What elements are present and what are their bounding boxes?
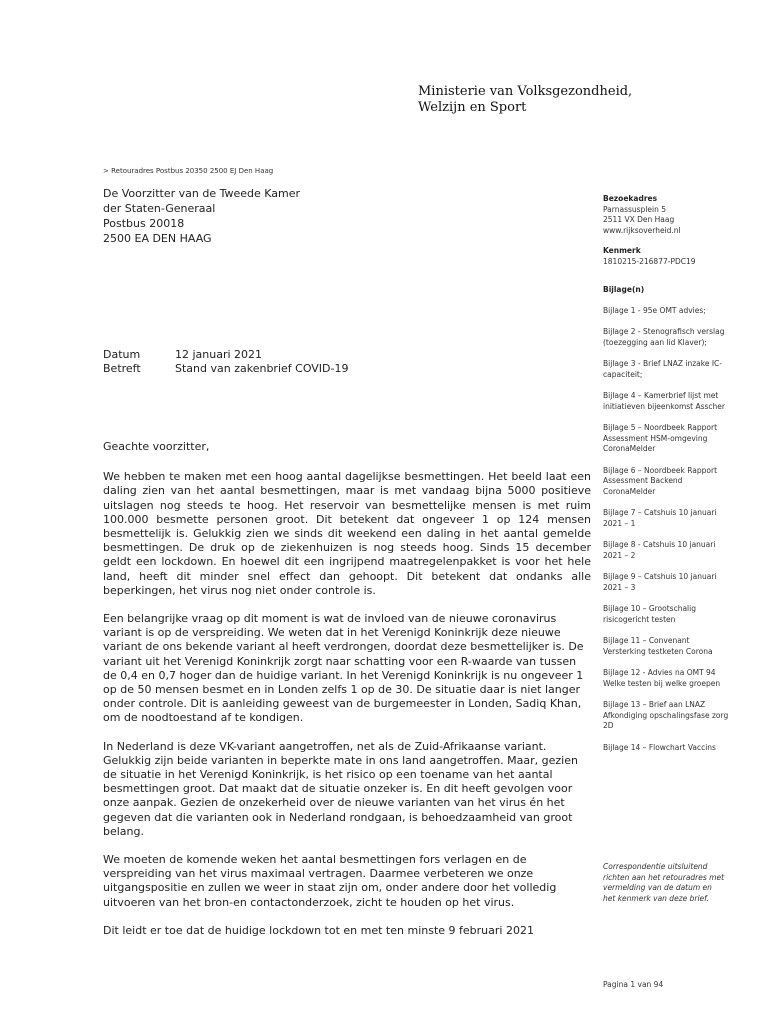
visit-line: Parnassusplein 5 [603, 204, 667, 214]
letter-meta [103, 348, 349, 376]
addressee-line: Postbus 20018 [103, 217, 185, 230]
addressee-block [103, 186, 300, 246]
letter-body [103, 440, 591, 952]
visit-heading: Bezoekadres [603, 194, 658, 203]
annex-heading: Bijlage(n) [603, 285, 645, 294]
addressee-line: De Voorzitter van de Tweede Kamer [103, 187, 301, 200]
visit-line: 2511 VX Den Haag [603, 215, 675, 224]
reference-value: 1810215-216877-PDC19 [603, 256, 696, 266]
body-paragraph: Dit leidt er toe dat de huidige lockdown tot en met ten minste 9 februari 2021 [103, 923, 534, 937]
reference-heading: Kenmerk [603, 246, 641, 255]
annex-item: Bijlage 10 – Grootschalig risicogericht testen [603, 604, 696, 624]
sidebar-column [603, 194, 733, 903]
annex-item: Bijlage 2 - Stenografisch verslag (toezegging aan lid Klaver); [603, 327, 725, 347]
annex-item: Bijlage 8 - Catshuis 10 januari 2021 – 2 [603, 540, 716, 560]
subject-value: Stand van zakenbrief COVID-19 [175, 362, 349, 375]
body-paragraph: Een belangrijke vraag op dit moment is wat de invloed van de nieuwe coronavirus variant is op de verspreiding. We weten dat in het Verenigd Koninkrijk deze nieuwe variant de ons bekende variant al heeft verdrongen, doordat deze besmettelijker is. De variant uit het Verenigd Koninkrijk zorgt naar schatting voor een R-waarde van tussen de 0,4 en 0,7 hoger dan de huidige variant. In het Verenigd Koninkrijk is nu ongeveer 1 op de 50 mensen besmet en in Londen zelfs 1 op de 30. De situatie daar is niet langer onder controle. Dit is aanleiding geweest van de burgemeester in Londen, Sadiq Khan, om de noodtoestand af te kondigen. [103, 612, 584, 725]
addressee-line: der Staten-Generaal [103, 202, 216, 215]
annex-item: Bijlage 3 - Brief LNAZ inzake IC-capaciteit; [603, 359, 722, 379]
annex-item: Bijlage 12 - Advies na OMT 94 Welke testen bij welke groepen [603, 668, 721, 688]
ministry-logo [418, 84, 632, 116]
annex-item: Bijlage 9 – Catshuis 10 januari 2021 – 3 [603, 572, 717, 592]
logo-line-1: Ministerie van Volksgezondheid, [418, 84, 633, 99]
annex-item: Bijlage 11 – Convenant Versterking testketen Corona [603, 636, 713, 656]
reference-block [603, 246, 733, 267]
annex-item: Bijlage 7 – Catshuis 10 januari 2021 – 1 [603, 508, 717, 528]
date-value: 12 januari 2021 [175, 348, 263, 361]
return-address: > Retouradres Postbus 20350 2500 EJ Den Haag [103, 167, 274, 175]
date-row [103, 348, 349, 362]
page-number: Pagina 1 van 94 [603, 980, 664, 989]
correspondence-note: Correspondentie uitsluitend richten aan het retouradres met vermelding van de datum en het kenmerk van deze brief. [603, 862, 725, 903]
body-paragraph: In Nederland is deze VK-variant aangetroffen, net als de Zuid-Afrikaanse variant. Gelukkig zijn beide varianten in beperkte mate in ons land aangetroffen. Maar, gezien de situatie in het Verenigd Koninkrijk, is het risico op een toename van het aantal besmettingen groot. Dat maakt dat de situatie onzeker is. En dit heeft gevolgen voor onze aanpak. Gezien de onzekerheid over de nieuwe varianten van het virus én het gegeven dat die varianten ook in Nederland rondgaan, is behoedzaamheid van groot belang. [103, 739, 578, 838]
visit-line: www.rijksoverheid.nl [603, 225, 681, 235]
date-label: Datum [103, 348, 141, 361]
annex-item: Bijlage 1 - 95e OMT advies; [603, 305, 706, 315]
body-paragraph: We hebben te maken met een hoog aantal dagelijkse besmettingen. Het beeld laat een daling zien van het aantal besmettingen, maar is met vandaag bijna 5000 positieve uitslagen nog steeds te hoog. Het reservoir van besmettelijke mensen is met ruim 100.000 besmette personen groot. Dit betekent dat ongeveer 1 op 124 mensen besmettelijk is. Gelukkig zien we sinds dit weekend een daling in het aantal gemelde besmettingen. De druk op de ziekenhuizen is nog steeds hoog. Sinds 15 december geldt een lockdown. En hoewel dit een ingrijpend maatregelenpakket is voor het hele land, heeft dit minder snel effect dan gehoopt. Dit betekent dat ondanks alle beperkingen, het virus nog niet onder controle is. [103, 470, 591, 597]
salutation: Geachte voorzitter, [103, 440, 210, 453]
annex-item: Bijlage 6 – Noordbeek Rapport Assessment Backend CoronaMelder [603, 465, 718, 496]
annex-item: Bijlage 14 – Flowchart Vaccins [603, 742, 716, 752]
annex-item: Bijlage 4 – Kamerbrief lijst met initiatieven bijeenkomst Asscher [603, 391, 726, 411]
subject-label: Betreft [103, 362, 141, 375]
body-paragraph: We moeten de komende weken het aantal besmettingen fors verlagen en de verspreiding van het virus maximaal vertragen. Daarmee verbeteren we onze uitgangspositie en zullen we weer in staat zijn om, onder andere door het volledig uitvoeren van het bron-en contactonderzoek, zicht te houden op het virus. [103, 853, 557, 909]
logo-line-2: Welzijn en Sport [418, 100, 527, 115]
annex-item: Bijlage 5 – Noordbeek Rapport Assessment HSM-omgeving CoronaMelder [603, 423, 718, 453]
addressee-line: 2500 EA DEN HAAG [103, 232, 212, 245]
subject-row [103, 362, 349, 376]
annex-item: Bijlage 13 – Brief aan LNAZ Afkondiging opschalingsfase zorg 2D [603, 700, 729, 730]
visit-address-block [603, 194, 733, 236]
